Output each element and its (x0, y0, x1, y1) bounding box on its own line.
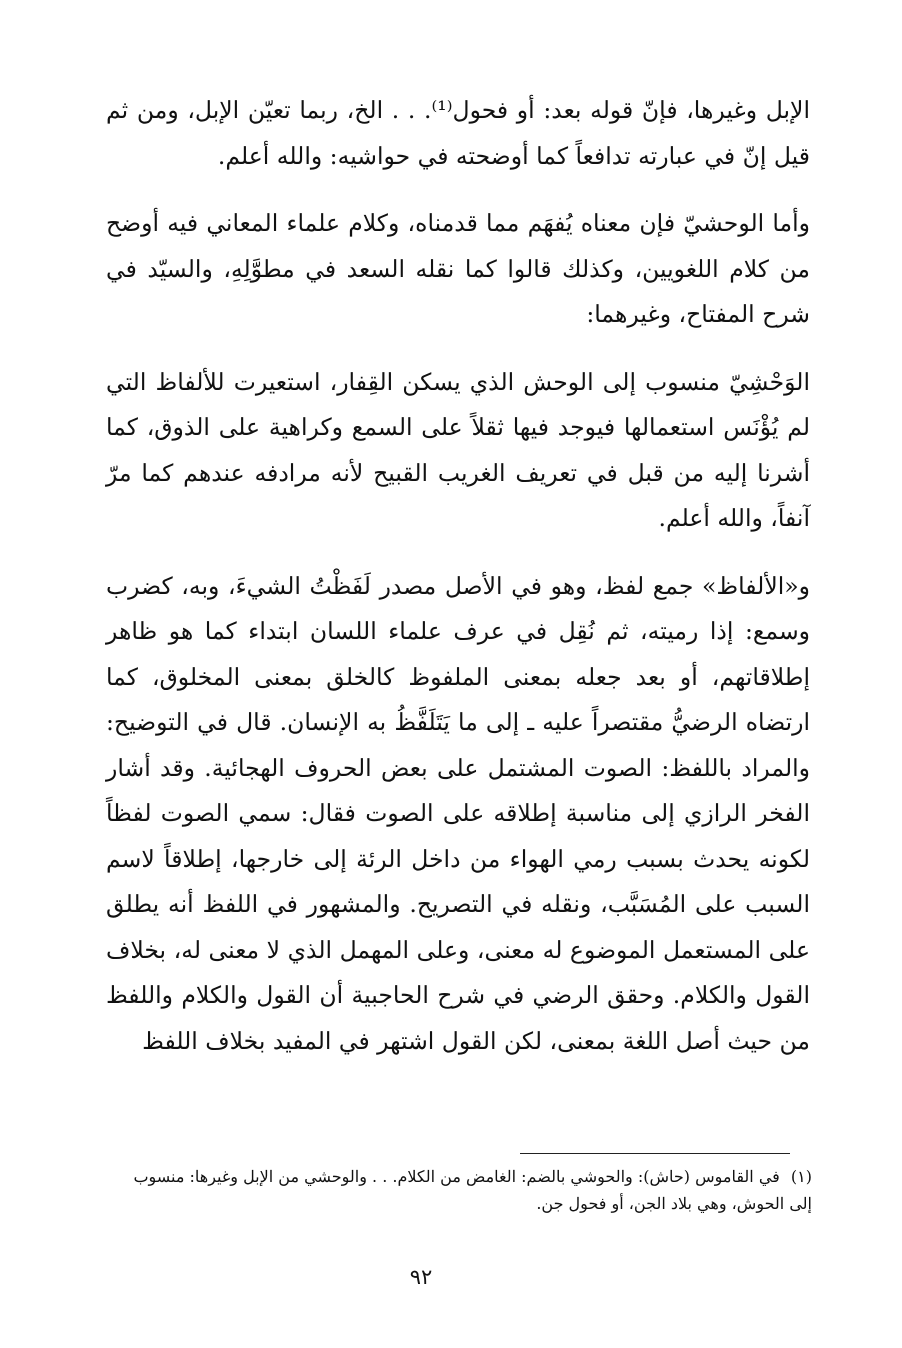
paragraph-1: الإبل وغيرها، فإنّ قوله بعد: أو فحول⁽¹⁾. . . الخ، ربما تعيّن الإبل، ومن ثم قيل إنّ في عبارته تدافعاً كما أوضحته في حواشيه: والله أعلم. (106, 96, 810, 170)
page-number: ٩٢ (409, 1265, 433, 1289)
footnote-separator (520, 1153, 790, 1154)
footnote-text: في القاموس (حاش): والحوشي بالضم: الغامض من الكلام. . . والوحشي من الإبل وغيرها: منسوب إلى الحوش، وهي بلاد الجن، أو فحول جن. (133, 1167, 812, 1213)
footnote (110, 1163, 812, 1217)
paragraph-3-quote: الوَحْشِيّ منسوب إلى الوحش الذي يسكن القِفار، استعيرت للألفاظ التي لم يُؤْنَس استعمالها فيوجد فيها ثقلاً على السمع وكراهية على الذوق، كما أشرنا إليه من قبل في تعريف الغريب القبيح لأنه مرادفه عندهم كما مرّ آنفاً، والله أعلم. (106, 367, 810, 532)
footnote-marker: (١) (790, 1167, 812, 1186)
paragraph-2: وأما الوحشيّ فإن معناه يُفهَم مما قدمناه، وكلام علماء المعاني فيه أوضح من كلام اللغويين، وكذلك قالوا كما نقله السعد في مطوَّلِهِ، والسيّد في شرح المفتاح، وغيرهما: (106, 209, 810, 328)
paragraph-4: و«الألفاظ» جمع لفظ، وهو في الأصل مصدر لَفَظْتُ الشيءَ، وبه، كضرب وسمع: إذا رميته، ثم نُقِل في عرف علماء اللسان ابتداء كما هو ظاهر إطلاقاتهم، أو بعد جعله بمعنى الملفوظ كالخلق بمعنى المخلوق، كما ارتضاه الرضيُّ مقتصراً عليه ـ إلى ما يَتَلَفَّظُ به الإنسان. قال في التوضيح: والمراد باللفظ: الصوت المشتمل على بعض الحروف الهجائية. وقد أشار الفخر الرازي إلى مناسبة إطلاقه على الصوت فقال: سمي الصوت لفظاً لكونه يحدث بسبب رمي الهواء من داخل الرئة إلى خارجها، إطلاقاً لاسم السبب على المُسَبَّب، ونقله في التصريح. والمشهور في اللفظ أنه يطلق على المستعمل الموضوع له معنى، وعلى المهمل الذي لا معنى له، بخلاف القول والكلام. وحقق الرضي في شرح الحاجبية أن القول والكلام واللفظ من حيث أصل اللغة بمعنى، لكن القول اشتهر في المفيد بخلاف اللفظ (106, 571, 810, 1055)
main-text (106, 88, 810, 1064)
